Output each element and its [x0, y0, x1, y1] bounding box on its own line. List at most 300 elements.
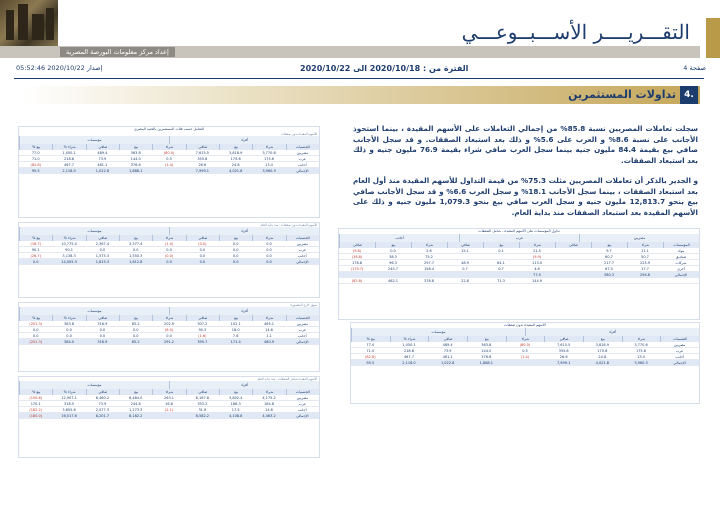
table-cell: 2.6: [426, 248, 432, 253]
column-header: شراء: [152, 389, 185, 395]
column-header: بيع %: [19, 144, 52, 150]
table-cell: 6,484.0: [129, 395, 143, 400]
group-label: مصريين: [579, 234, 699, 242]
table-cell: 218.8: [64, 156, 75, 161]
table-cell: 60.7: [605, 254, 613, 259]
column-header: شراء: [411, 242, 447, 248]
table-cell: 1,615.3: [95, 259, 110, 264]
table-cell: 461.1: [442, 354, 453, 359]
group-label: مؤسسات: [19, 381, 169, 389]
table-cell: 353.2: [197, 401, 208, 406]
table-cell: 376.6: [130, 162, 141, 167]
table-cell: 38.3: [389, 254, 397, 259]
report-period: الفترة من : 2020/10/18 الى 2020/10/22: [300, 64, 469, 73]
column-header: صافي: [544, 336, 583, 342]
table-cell: (0.0): [198, 241, 207, 246]
group-label: أفراد: [169, 227, 319, 235]
section-title: تداولات المستثمرين: [568, 88, 676, 101]
table-cell: 9.7: [606, 248, 612, 253]
table-cell: 85.2: [131, 321, 140, 326]
table-cell: الإجمالي: [296, 339, 309, 344]
group-label: مؤسسات: [19, 307, 169, 315]
table-cell: 144.0: [481, 348, 492, 353]
table-cell: 395.7: [197, 339, 208, 344]
table-cell: 363.8: [130, 150, 141, 155]
table-cell: 0.0: [232, 253, 239, 258]
table-cell: 4.6: [534, 266, 540, 271]
table-cell: 297.7: [423, 260, 435, 265]
table-cell: [447, 272, 483, 277]
table-cell: (9.9): [532, 254, 542, 259]
table-cell: 3,855.6: [62, 407, 76, 412]
table-cell: 113.0: [531, 260, 543, 265]
table-cell: الإجمالي: [296, 259, 309, 264]
table-cell: [447, 254, 483, 259]
table-cell: 380.3: [603, 272, 615, 277]
group-label: مؤسسات: [351, 328, 525, 336]
table-subtitle: الأسهم المقيدة بدون صفقات: [281, 132, 317, 136]
table-cell: 2,077.3: [95, 407, 110, 412]
table-cell: 465.1: [263, 321, 275, 326]
table-cell: 202.9: [164, 321, 175, 326]
table-cell: 7.6: [232, 333, 239, 338]
table-cell: 7,615.5: [195, 150, 210, 155]
table-row: [339, 278, 699, 284]
table-cell: 175.6: [597, 348, 608, 353]
table-cell: 0.0: [99, 327, 106, 332]
left-table-4: [18, 376, 320, 458]
table-cell: 7,615.5: [556, 342, 571, 347]
table-cell: 168.3: [230, 401, 241, 406]
column-header: بيع %: [19, 315, 52, 321]
table-cell: 77.0: [31, 150, 40, 155]
table-cell: (80.0): [163, 150, 175, 155]
column-header: بيع: [219, 144, 252, 150]
table-row: [19, 413, 319, 419]
column-header: صافي: [447, 242, 483, 248]
column-header: شراء %: [52, 235, 85, 241]
table-cell: 0.5: [166, 156, 172, 161]
table-cell: 0.0: [199, 253, 206, 258]
table-cell: 4,021.8: [595, 360, 609, 365]
table-cell: عرب: [298, 327, 306, 332]
table-cell: 1,022.8: [440, 360, 455, 365]
table-cell: 245.7: [387, 266, 399, 271]
table-cell: [591, 278, 627, 283]
table-cell: 225.9: [639, 260, 651, 265]
table-cell: 467.7: [64, 162, 75, 167]
table-cell: [663, 278, 699, 283]
table-cell: 3,377.4: [129, 241, 143, 246]
table-cell: مصريين: [296, 150, 309, 155]
table-cell: 378.8: [423, 278, 435, 283]
table-cell: الإجمالي: [296, 168, 309, 173]
table-title: الأسهم المقيدة بدون صفقات: [504, 323, 546, 327]
column-header: الجنسيات: [286, 144, 319, 150]
table-subtitle: الأسهم المقيدة بدون صفقات - منذ بداية العام: [260, 223, 317, 227]
table-cell: 170.1: [30, 401, 41, 406]
table-cell: (0.0): [164, 253, 174, 258]
table-cell: 16.6: [165, 401, 173, 406]
column-header: شراء %: [52, 389, 85, 395]
table-cell: 2,367.4: [95, 241, 110, 246]
table-cell: 1,273.3: [129, 407, 143, 412]
table-cell: مصريين: [296, 241, 309, 246]
table-cell: أخرى: [677, 266, 685, 271]
table-cell: 0.0: [266, 259, 272, 264]
divider: [14, 78, 704, 79]
table-cell: [375, 272, 411, 277]
table-cell: 2,118.0: [402, 360, 416, 365]
table-cell: 0.0: [232, 247, 239, 252]
group-label: مؤسسات: [19, 136, 169, 144]
table-cell: 0.0: [166, 259, 172, 264]
table-cell: 75.2: [425, 254, 433, 259]
table-cell: أجانب: [298, 333, 307, 338]
table-cell: 7,999.1: [556, 360, 571, 365]
table-cell: 384.0: [64, 339, 75, 344]
column-header: الجنسيات: [286, 235, 319, 241]
table-cell: 3,960.3: [262, 168, 276, 173]
column-header: شراء: [627, 242, 663, 248]
table-cell: 376.6: [481, 354, 492, 359]
report-banner: [0, 0, 720, 58]
column-header: بيع: [119, 389, 152, 395]
column-header: شراء: [152, 315, 185, 321]
table-cell: 0.0: [132, 327, 139, 332]
table-cell: 4,108.8: [229, 413, 243, 418]
column-header: صافي: [86, 389, 119, 395]
group-label: أفراد: [525, 328, 699, 336]
group-label: مؤسسات: [19, 227, 169, 235]
table-cell: 3,770.6: [262, 150, 276, 155]
table-cell: الإجمالي: [674, 272, 688, 277]
table-cell: 175.6: [230, 156, 241, 161]
table-cell: 0.0: [166, 247, 172, 252]
table-cell: 0.1: [498, 248, 504, 253]
table-cell: 178.8: [351, 260, 363, 265]
table-cell: 12,907.1: [61, 395, 77, 400]
table-cell: 95.5: [31, 168, 40, 173]
table-cell: 77.0: [366, 342, 375, 347]
table-cell: 0.0: [232, 241, 239, 246]
gold-accent-bar: [706, 18, 720, 58]
table-title: التعامل حسب فئات المستثمرين بالجنيه المصري: [134, 127, 204, 131]
table-cell: 64.1: [497, 260, 505, 265]
table-cell: 77.5: [533, 272, 541, 277]
group-label: أفراد: [169, 136, 319, 144]
table-cell: 4,175.2: [262, 395, 276, 400]
column-header: بيع: [219, 389, 252, 395]
page-number: صفحة 4: [683, 64, 706, 72]
table-cell: الإجمالي: [296, 413, 309, 418]
group-label: أجانب: [339, 234, 459, 242]
table-cell: 85.2: [131, 339, 140, 344]
table-cell: [627, 278, 663, 283]
table-group-header: [19, 381, 319, 389]
report-title: التقـــريــــر الأســـبــوعـــي: [461, 20, 690, 44]
table-cell: أجانب: [675, 354, 684, 359]
table-cell: 1,050.1: [402, 342, 416, 347]
table-cell: (180.0): [29, 413, 43, 418]
table-cell: مصريين: [673, 342, 686, 347]
table-cell: 0.0: [32, 333, 39, 338]
table-cell: 244.8: [130, 401, 141, 406]
table-cell: 489.4: [442, 342, 453, 347]
column-header: شراء %: [390, 336, 429, 342]
column-header: شراء: [252, 235, 285, 241]
column-header: شراء: [622, 336, 661, 342]
table-cell: 17.7: [641, 266, 649, 271]
table-cell: 10,775.0: [61, 241, 77, 246]
column-header: صافي: [186, 144, 219, 150]
table-cell: 50.7: [641, 254, 649, 259]
column-header: صافي: [186, 315, 219, 321]
table-cell: (150.6): [29, 395, 43, 400]
table-cell: عرب: [298, 247, 306, 252]
table-cell: 67.0: [605, 266, 613, 271]
table-cell: 0.0: [132, 247, 139, 252]
group-label: عرب: [459, 234, 579, 242]
table-cell: [555, 278, 591, 283]
table-cell: 158.4: [423, 266, 435, 271]
table-cell: (1.6): [198, 333, 207, 338]
table-cell: (18.8): [351, 254, 363, 259]
table-cell: [555, 272, 591, 277]
table-cell: 3,138.3: [62, 253, 76, 258]
table-cell: 1,050.1: [62, 150, 76, 155]
table-cell: 73.9: [443, 348, 452, 353]
table-row: [351, 360, 699, 366]
table-cell: 0.0: [266, 253, 272, 258]
table-cell: عرب: [676, 348, 684, 353]
column-header: شراء: [506, 336, 545, 342]
table-cell: 14.6: [265, 327, 273, 332]
table-cell: 263.1: [164, 395, 175, 400]
table-cell: 0.0: [66, 333, 72, 338]
column-header: بيع %: [351, 336, 390, 342]
table-cell: (26.7): [30, 253, 41, 258]
table-cell: 48.9: [461, 260, 469, 265]
column-header: الجنسيات: [286, 389, 319, 395]
table-cell: 316.9: [97, 339, 108, 344]
table-cell: [483, 272, 519, 277]
table-cell: [152, 168, 185, 173]
column-header: شراء %: [52, 144, 85, 150]
table-cell: 0.0: [390, 248, 396, 253]
table-cell: عرب: [298, 401, 306, 406]
column-header: شراء: [152, 144, 185, 150]
table-group-header: [19, 307, 319, 315]
table-cell: 18.0: [231, 327, 240, 332]
column-header: بيع: [375, 242, 411, 248]
column-header: بيع: [119, 144, 152, 150]
table-cell: 363.8: [481, 342, 492, 347]
group-label: أفراد: [169, 307, 319, 315]
table-cell: 1,575.3: [95, 253, 110, 258]
table-cell: 0.0: [266, 247, 272, 252]
column-header: الجنسيات: [286, 315, 319, 321]
table-cell: 0.0: [99, 333, 106, 338]
column-header: بيع %: [19, 389, 52, 395]
right-table-2: [350, 322, 700, 404]
table-cell: (9.8): [352, 248, 362, 253]
table-cell: 8,201.7: [95, 413, 110, 418]
paragraph-2: و الجدير بالذكر أن تعاملات المصريين مثلت 75.3% من قيمة التداول للأسهم المقيدة منذ أول العام بعد استبعاد الصفقات ، بينما سجل الأجانب 18.1% و سجل العرب 6.6% و قد سجل الأجانب صافي بيع بنحو 12,813.7 مليون جنيه و سجل العرب صافي بيع بنحو 1,079.3 مليون جنيه و ذلك على الأسهم المقيدة بعد استبعاد الصفقات منذ بداية العام.: [353, 176, 699, 217]
table-cell: [506, 360, 545, 365]
table-cell: 383.8: [64, 321, 75, 326]
table-cell: 0.5: [522, 348, 528, 353]
table-cell: 144.9: [531, 278, 543, 283]
table-cell: 175.6: [635, 348, 646, 353]
table-cell: بنوك: [677, 248, 685, 253]
table-group-header: [19, 136, 319, 144]
column-header: بيع: [119, 235, 152, 241]
table-cell: (6.0): [164, 327, 174, 332]
table-cell: صناديق: [675, 254, 687, 259]
column-header: بيع: [583, 336, 622, 342]
table-group-header: [19, 227, 319, 235]
table-cell: 96.3: [389, 260, 397, 265]
table-cell: 1,612.8: [129, 259, 143, 264]
table-cell: شركات: [675, 260, 687, 265]
section-number: 4.: [680, 86, 698, 104]
table-group-header: [351, 328, 699, 336]
table-cell: 14,005.3: [61, 259, 77, 264]
table-cell: 24.8: [231, 162, 240, 167]
table-cell: 14.6: [265, 407, 273, 412]
table-cell: الإجمالي: [673, 360, 686, 365]
table-cell: 0.7: [498, 266, 504, 271]
table-cell: 1,022.8: [95, 168, 110, 173]
table-cell: 0.0: [166, 333, 172, 338]
table-cell: [483, 254, 519, 259]
table-cell: 73.9: [98, 156, 107, 161]
table-cell: أجانب: [298, 407, 307, 412]
table-cell: 90.3: [198, 327, 207, 332]
table-cell: أجانب: [298, 162, 307, 167]
table-cell: 0.0: [232, 259, 239, 264]
table-cell: 13.4: [637, 354, 645, 359]
table-cell: (80.0): [519, 342, 531, 347]
table-cell: [555, 248, 591, 253]
table-cell: 8,182.2: [129, 413, 143, 418]
table-cell: 489.4: [97, 150, 108, 155]
table-cell: 171.4: [230, 339, 241, 344]
column-header: بيع: [119, 315, 152, 321]
column-header: شراء %: [52, 315, 85, 321]
column-header: بيع: [467, 336, 506, 342]
table-cell: 0.0: [132, 333, 139, 338]
column-header: بيع: [483, 242, 519, 248]
column-header: شراء: [519, 242, 555, 248]
table-cell: (201.3): [29, 321, 43, 326]
table-cell: 0.0: [66, 327, 72, 332]
left-table-1: [18, 126, 320, 218]
column-header: صافي: [428, 336, 467, 342]
table-cell: 355.8: [558, 348, 569, 353]
group-label: أفراد: [169, 381, 319, 389]
table-cell: 6,460.2: [95, 395, 110, 400]
table-cell: 11.1: [641, 248, 649, 253]
table-cell: (82.8): [30, 162, 41, 167]
table-cell: 3,960.3: [634, 360, 648, 365]
column-header: المؤسسات: [663, 242, 699, 248]
table-cell: 1.1: [266, 333, 272, 338]
table-cell: 0.0: [199, 247, 206, 252]
table-cell: 24.8: [598, 354, 607, 359]
table-cell: 90.1: [65, 247, 73, 252]
column-header: بيع %: [19, 235, 52, 241]
left-table-2: [18, 222, 320, 298]
table-cell: 144.0: [130, 156, 141, 161]
table-cell: [411, 272, 447, 277]
table-cell: مصريين: [296, 395, 309, 400]
table-cell: 73.9: [98, 401, 107, 406]
column-header: بيع: [219, 315, 252, 321]
table-cell: 17.5: [231, 407, 240, 412]
table-title: تداول المؤسسات على الأسهم المقيدة - شامل الصفقات: [478, 229, 560, 233]
table-cell: 307.2: [197, 321, 208, 326]
table-cell: 4,463.2: [262, 413, 276, 418]
column-header: الجنسيات: [660, 336, 699, 342]
table-row: [19, 339, 319, 345]
table-cell: 0.0: [32, 327, 39, 332]
table-cell: (16.7): [30, 241, 41, 246]
table-cell: 0.0: [266, 241, 272, 246]
table-cell: 3,802.4: [229, 395, 243, 400]
table-cell: 31.9: [198, 407, 207, 412]
table-cell: 22.8: [461, 278, 469, 283]
table-cell: 15.1: [461, 248, 469, 253]
column-header: بيع: [219, 235, 252, 241]
table-cell: 8,167.8: [195, 395, 210, 400]
report-subtitle: إعداد مركز معلومات البورصة المصرية: [60, 47, 175, 57]
table-cell: 8,582.2: [195, 413, 210, 418]
table-cell: 3,770.6: [634, 342, 648, 347]
table-cell: 152.1: [230, 321, 241, 326]
table-cell: (182.2): [29, 407, 43, 412]
table-cell: 21.5: [533, 248, 541, 253]
issue-date: إصدار 2020/10/22 05:52:46: [16, 64, 103, 72]
table-cell: 26.6: [198, 162, 207, 167]
column-header: صافي: [339, 242, 375, 248]
table-cell: 0.7: [462, 266, 468, 271]
table-cell: 71.3: [497, 278, 505, 283]
table-cell: (82.8): [351, 278, 363, 283]
table-cell: 218.8: [403, 348, 414, 353]
table-cell: (179.7): [350, 266, 364, 271]
table-cell: 291.2: [164, 339, 175, 344]
table-cell: 1,550.3: [129, 253, 143, 258]
table-cell: [555, 254, 591, 259]
table-cell: 0.0: [199, 259, 206, 264]
table-cell: 7,999.1: [195, 168, 210, 173]
table-cell: 217.7: [603, 260, 615, 265]
table-cell: 4,021.8: [229, 168, 243, 173]
table-cell: 71.0: [366, 348, 375, 353]
report-meta: [0, 64, 720, 76]
table-cell: (1.4): [164, 162, 174, 167]
column-header: بيع: [591, 242, 627, 248]
table-cell: 3,818.9: [229, 150, 243, 155]
table-cell: 175.6: [263, 156, 275, 161]
table-cell: 0.0: [32, 259, 39, 264]
table-cell: 0.0: [99, 247, 106, 252]
table-cell: 90.1: [31, 247, 40, 252]
table-cell: 71.0: [31, 156, 40, 161]
table-cell: عرب: [298, 156, 306, 161]
